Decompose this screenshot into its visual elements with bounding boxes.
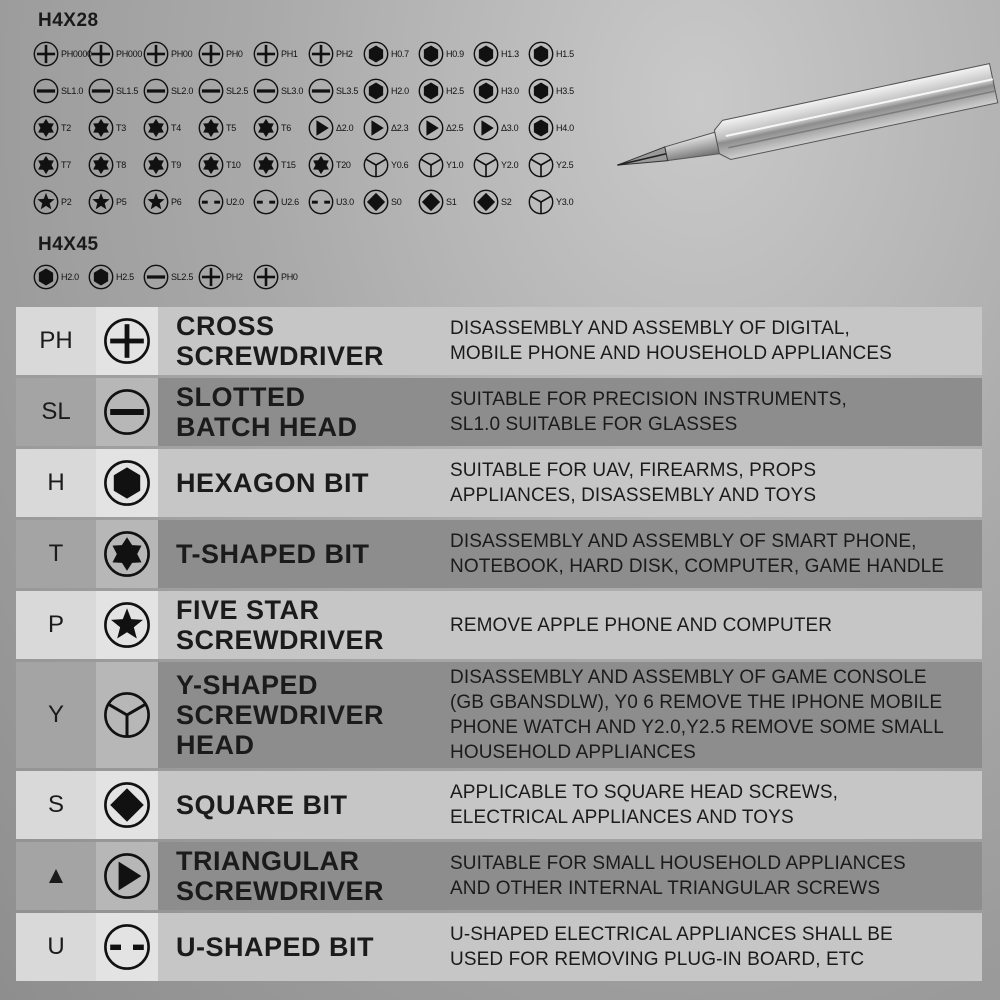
y-bit-icon <box>96 662 158 768</box>
bit-row <box>33 183 593 220</box>
star-bit-icon <box>88 189 114 215</box>
bit-code: S <box>16 771 96 839</box>
bit-label: SL1.5 <box>116 85 139 96</box>
bit-label: U2.6 <box>281 196 299 207</box>
bit-item <box>198 41 253 67</box>
bit-label: H0.7 <box>391 48 409 59</box>
torx-bit-icon <box>33 152 59 178</box>
bit-item <box>473 189 528 215</box>
bit-label: H2.5 <box>116 271 134 282</box>
bit-label: T15 <box>281 159 296 170</box>
u-bit-icon <box>308 189 334 215</box>
bit-label: SL3.5 <box>336 85 359 96</box>
square-bit-icon <box>418 189 444 215</box>
bit-label: P5 <box>116 196 127 207</box>
bit-item <box>143 78 198 104</box>
bit-label: H3.5 <box>556 85 574 96</box>
bit-label: T6 <box>281 122 291 133</box>
bit-row <box>33 146 593 183</box>
bit-item <box>88 115 143 141</box>
bit-item <box>33 78 88 104</box>
bit-item <box>308 115 363 141</box>
torx-bit-icon <box>88 115 114 141</box>
bit-type-name: SLOTTED BATCH HEAD <box>158 378 434 446</box>
square-bit-icon <box>363 189 389 215</box>
slot-bit-icon <box>308 78 334 104</box>
cross-bit-icon <box>253 264 279 290</box>
hex-bit-icon <box>528 41 554 67</box>
u-bit-icon <box>198 189 224 215</box>
bit-row <box>33 35 593 72</box>
bit-label: SL2.5 <box>171 271 194 282</box>
bit-code: PH <box>16 307 96 375</box>
cross-bit-icon <box>308 41 334 67</box>
bit-label: SL3.0 <box>281 85 304 96</box>
torx-bit-icon <box>143 152 169 178</box>
bit-code: P <box>16 591 96 659</box>
square-bit-icon <box>473 189 499 215</box>
bit-type-name: CROSS SCREWDRIVER <box>158 307 434 375</box>
bit-label: T5 <box>226 122 236 133</box>
bit-item <box>33 115 88 141</box>
bit-label: Δ3.0 <box>501 122 519 133</box>
section-title-h4x45: H4X45 <box>38 234 99 255</box>
bit-item <box>363 41 418 67</box>
bit-item <box>418 115 473 141</box>
legend-row <box>16 842 982 910</box>
slot-bit-icon <box>198 78 224 104</box>
bit-item <box>143 152 198 178</box>
torx-bit-icon <box>198 115 224 141</box>
bit-item <box>33 189 88 215</box>
hex-bit-icon <box>418 78 444 104</box>
legend-row <box>16 449 982 517</box>
bit-item <box>528 78 583 104</box>
bit-label: Y3.0 <box>556 196 574 207</box>
bit-label: T20 <box>336 159 351 170</box>
bit-item <box>528 115 583 141</box>
hex-bit-icon <box>528 78 554 104</box>
torx-bit-icon <box>198 152 224 178</box>
bit-item <box>198 152 253 178</box>
bit-type-description: DISASSEMBLY AND ASSEMBLY OF DIGITAL, MOBILE PHONE AND HOUSEHOLD APPLIANCES <box>434 307 982 375</box>
bit-label: PH0 <box>281 271 298 282</box>
cross-bit-icon <box>33 41 59 67</box>
torx-bit-icon <box>88 152 114 178</box>
torx-bit-icon <box>96 520 158 588</box>
bit-label: S2 <box>501 196 512 207</box>
bit-type-name: SQUARE BIT <box>158 771 434 839</box>
bit-label: H0.9 <box>446 48 464 59</box>
cross-bit-icon <box>253 41 279 67</box>
bit-label: S0 <box>391 196 402 207</box>
bit-label: T10 <box>226 159 241 170</box>
bit-item <box>33 152 88 178</box>
bit-label: T3 <box>116 122 126 133</box>
hex-bit-icon <box>363 41 389 67</box>
slot-bit-icon <box>96 378 158 446</box>
bit-label: U2.0 <box>226 196 244 207</box>
bit-item <box>473 152 528 178</box>
torx-bit-icon <box>253 115 279 141</box>
bit-label: PH00 <box>171 48 193 59</box>
bit-label: P6 <box>171 196 182 207</box>
hex-bit-icon <box>473 41 499 67</box>
bit-type-name: T-SHAPED BIT <box>158 520 434 588</box>
bit-label: SL2.5 <box>226 85 249 96</box>
bit-item <box>33 41 92 67</box>
slot-bit-icon <box>33 78 59 104</box>
hex-bit-icon <box>33 264 59 290</box>
hex-bit-icon <box>363 78 389 104</box>
bit-code: Y <box>16 662 96 768</box>
h4x28-bit-grid <box>33 35 593 220</box>
bit-item <box>528 189 583 215</box>
bit-item <box>528 152 583 178</box>
cross-bit-icon <box>198 264 224 290</box>
bit-label: Y2.5 <box>556 159 574 170</box>
tri-bit-icon <box>96 842 158 910</box>
y-bit-icon <box>363 152 389 178</box>
bit-label: T9 <box>171 159 181 170</box>
star-bit-icon <box>96 591 158 659</box>
bit-item <box>363 78 418 104</box>
hex-bit-icon <box>528 115 554 141</box>
y-bit-icon <box>418 152 444 178</box>
bit-label: T8 <box>116 159 126 170</box>
bit-type-description: SUITABLE FOR PRECISION INSTRUMENTS, SL1.0 SUITABLE FOR GLASSES <box>434 378 982 446</box>
bit-label: S1 <box>446 196 457 207</box>
bit-item <box>143 189 198 215</box>
hex-bit-icon <box>88 264 114 290</box>
cross-bit-icon <box>88 41 114 67</box>
bit-label: Δ2.5 <box>446 122 464 133</box>
screwdriver-bit-image <box>600 50 1000 170</box>
bit-item <box>253 189 308 215</box>
legend-row <box>16 913 982 981</box>
bit-item <box>308 189 363 215</box>
bit-label: Δ2.3 <box>391 122 409 133</box>
bit-item <box>143 41 198 67</box>
hex-bit-icon <box>96 449 158 517</box>
bit-item <box>143 115 198 141</box>
bit-item <box>363 189 418 215</box>
legend-row <box>16 307 982 375</box>
legend-row <box>16 591 982 659</box>
bit-item <box>528 41 583 67</box>
bit-label: SL1.0 <box>61 85 84 96</box>
y-bit-icon <box>473 152 499 178</box>
bit-item <box>418 189 473 215</box>
bit-label: PH000 <box>116 48 143 59</box>
bit-type-description: DISASSEMBLY AND ASSEMBLY OF SMART PHONE, NOTEBOOK, HARD DISK, COMPUTER, GAME HANDLE <box>434 520 982 588</box>
hex-bit-icon <box>418 41 444 67</box>
bit-label: H4.0 <box>556 122 574 133</box>
bit-item <box>198 78 253 104</box>
tri-bit-icon <box>473 115 499 141</box>
legend-row <box>16 771 982 839</box>
bit-label: H2.0 <box>61 271 79 282</box>
bit-label: PH1 <box>281 48 298 59</box>
bit-code: U <box>16 913 96 981</box>
tri-bit-icon <box>363 115 389 141</box>
tri-bit-icon <box>418 115 444 141</box>
slot-bit-icon <box>88 78 114 104</box>
star-bit-icon <box>143 189 169 215</box>
bit-type-name: FIVE STAR SCREWDRIVER <box>158 591 434 659</box>
bit-code: SL <box>16 378 96 446</box>
h4x45-bit-grid <box>33 258 593 295</box>
bit-label: U3.0 <box>336 196 354 207</box>
bit-type-description: REMOVE APPLE PHONE AND COMPUTER <box>434 591 982 659</box>
bit-label: PH0 <box>226 48 243 59</box>
bit-item <box>418 152 473 178</box>
bit-item <box>143 264 198 290</box>
torx-bit-icon <box>253 152 279 178</box>
bit-label: PH0000 <box>61 48 92 59</box>
bit-item <box>473 41 528 67</box>
bit-code: T <box>16 520 96 588</box>
bit-label: Δ2.0 <box>336 122 354 133</box>
legend-row <box>16 662 982 768</box>
torx-bit-icon <box>308 152 334 178</box>
bit-label: H2.0 <box>391 85 409 96</box>
u-bit-icon <box>253 189 279 215</box>
bit-label: H3.0 <box>501 85 519 96</box>
star-bit-icon <box>33 189 59 215</box>
slot-bit-icon <box>253 78 279 104</box>
bit-label: PH2 <box>336 48 353 59</box>
bit-row <box>33 258 593 295</box>
bit-item <box>253 264 308 290</box>
slot-bit-icon <box>143 78 169 104</box>
bit-type-description: U-SHAPED ELECTRICAL APPLIANCES SHALL BE USED FOR REMOVING PLUG-IN BOARD, ETC <box>434 913 982 981</box>
torx-bit-icon <box>33 115 59 141</box>
bit-label: T4 <box>171 122 181 133</box>
bit-type-description: APPLICABLE TO SQUARE HEAD SCREWS, ELECTRICAL APPLIANCES AND TOYS <box>434 771 982 839</box>
bit-label: Y0.6 <box>391 159 409 170</box>
bit-item <box>88 189 143 215</box>
legend-row <box>16 378 982 446</box>
bit-type-name: U-SHAPED BIT <box>158 913 434 981</box>
bit-type-name: HEXAGON BIT <box>158 449 434 517</box>
bit-label: T2 <box>61 122 71 133</box>
cross-bit-icon <box>198 41 224 67</box>
bit-item <box>88 264 143 290</box>
bit-label: H1.3 <box>501 48 519 59</box>
bit-type-description: SUITABLE FOR UAV, FIREARMS, PROPS APPLIANCES, DISASSEMBLY AND TOYS <box>434 449 982 517</box>
bit-type-name: Y-SHAPED SCREWDRIVER HEAD <box>158 662 434 768</box>
bit-label: H2.5 <box>446 85 464 96</box>
bit-code: H <box>16 449 96 517</box>
square-bit-icon <box>96 771 158 839</box>
bit-item <box>88 41 143 67</box>
bit-item <box>33 264 88 290</box>
bit-item <box>473 78 528 104</box>
bit-item <box>88 78 143 104</box>
bit-type-description: SUITABLE FOR SMALL HOUSEHOLD APPLIANCES AND OTHER INTERNAL TRIANGULAR SCREWS <box>434 842 982 910</box>
bit-row <box>33 72 593 109</box>
bit-item <box>253 41 308 67</box>
bit-item <box>253 152 308 178</box>
cross-bit-icon <box>143 41 169 67</box>
bit-item <box>253 78 308 104</box>
bit-code: ▲ <box>16 842 96 910</box>
u-bit-icon <box>96 913 158 981</box>
bit-label: SL2.0 <box>171 85 194 96</box>
bit-label: PH2 <box>226 271 243 282</box>
bit-label: Y1.0 <box>446 159 464 170</box>
bit-item <box>363 152 418 178</box>
bit-item <box>308 78 363 104</box>
bit-label: Y2.0 <box>501 159 519 170</box>
bit-row <box>33 109 593 146</box>
bit-item <box>198 115 253 141</box>
bit-item <box>418 41 473 67</box>
slot-bit-icon <box>143 264 169 290</box>
bit-label: T7 <box>61 159 71 170</box>
bit-item <box>308 41 363 67</box>
bit-label: H1.5 <box>556 48 574 59</box>
bit-type-name: TRIANGULAR SCREWDRIVER <box>158 842 434 910</box>
cross-bit-icon <box>96 307 158 375</box>
bit-item <box>473 115 528 141</box>
y-bit-icon <box>528 152 554 178</box>
hex-bit-icon <box>473 78 499 104</box>
bit-item <box>198 264 253 290</box>
bit-label: P2 <box>61 196 72 207</box>
bit-item <box>308 152 363 178</box>
y-bit-icon <box>528 189 554 215</box>
bit-type-legend-table <box>16 304 982 984</box>
legend-row <box>16 520 982 588</box>
torx-bit-icon <box>143 115 169 141</box>
bit-item <box>418 78 473 104</box>
bit-item <box>363 115 418 141</box>
bit-item <box>198 189 253 215</box>
bit-item <box>88 152 143 178</box>
section-title-h4x28: H4X28 <box>38 10 99 31</box>
bit-item <box>253 115 308 141</box>
bit-type-description: DISASSEMBLY AND ASSEMBLY OF GAME CONSOLE (GB GBANSDLW), Y0 6 REMOVE THE IPHONE MOBILE PHONE WATCH AND Y2.0,Y2.5 REMOVE SOME SMALL HOUSEHOLD APPLIANCES <box>434 662 982 768</box>
tri-bit-icon <box>308 115 334 141</box>
